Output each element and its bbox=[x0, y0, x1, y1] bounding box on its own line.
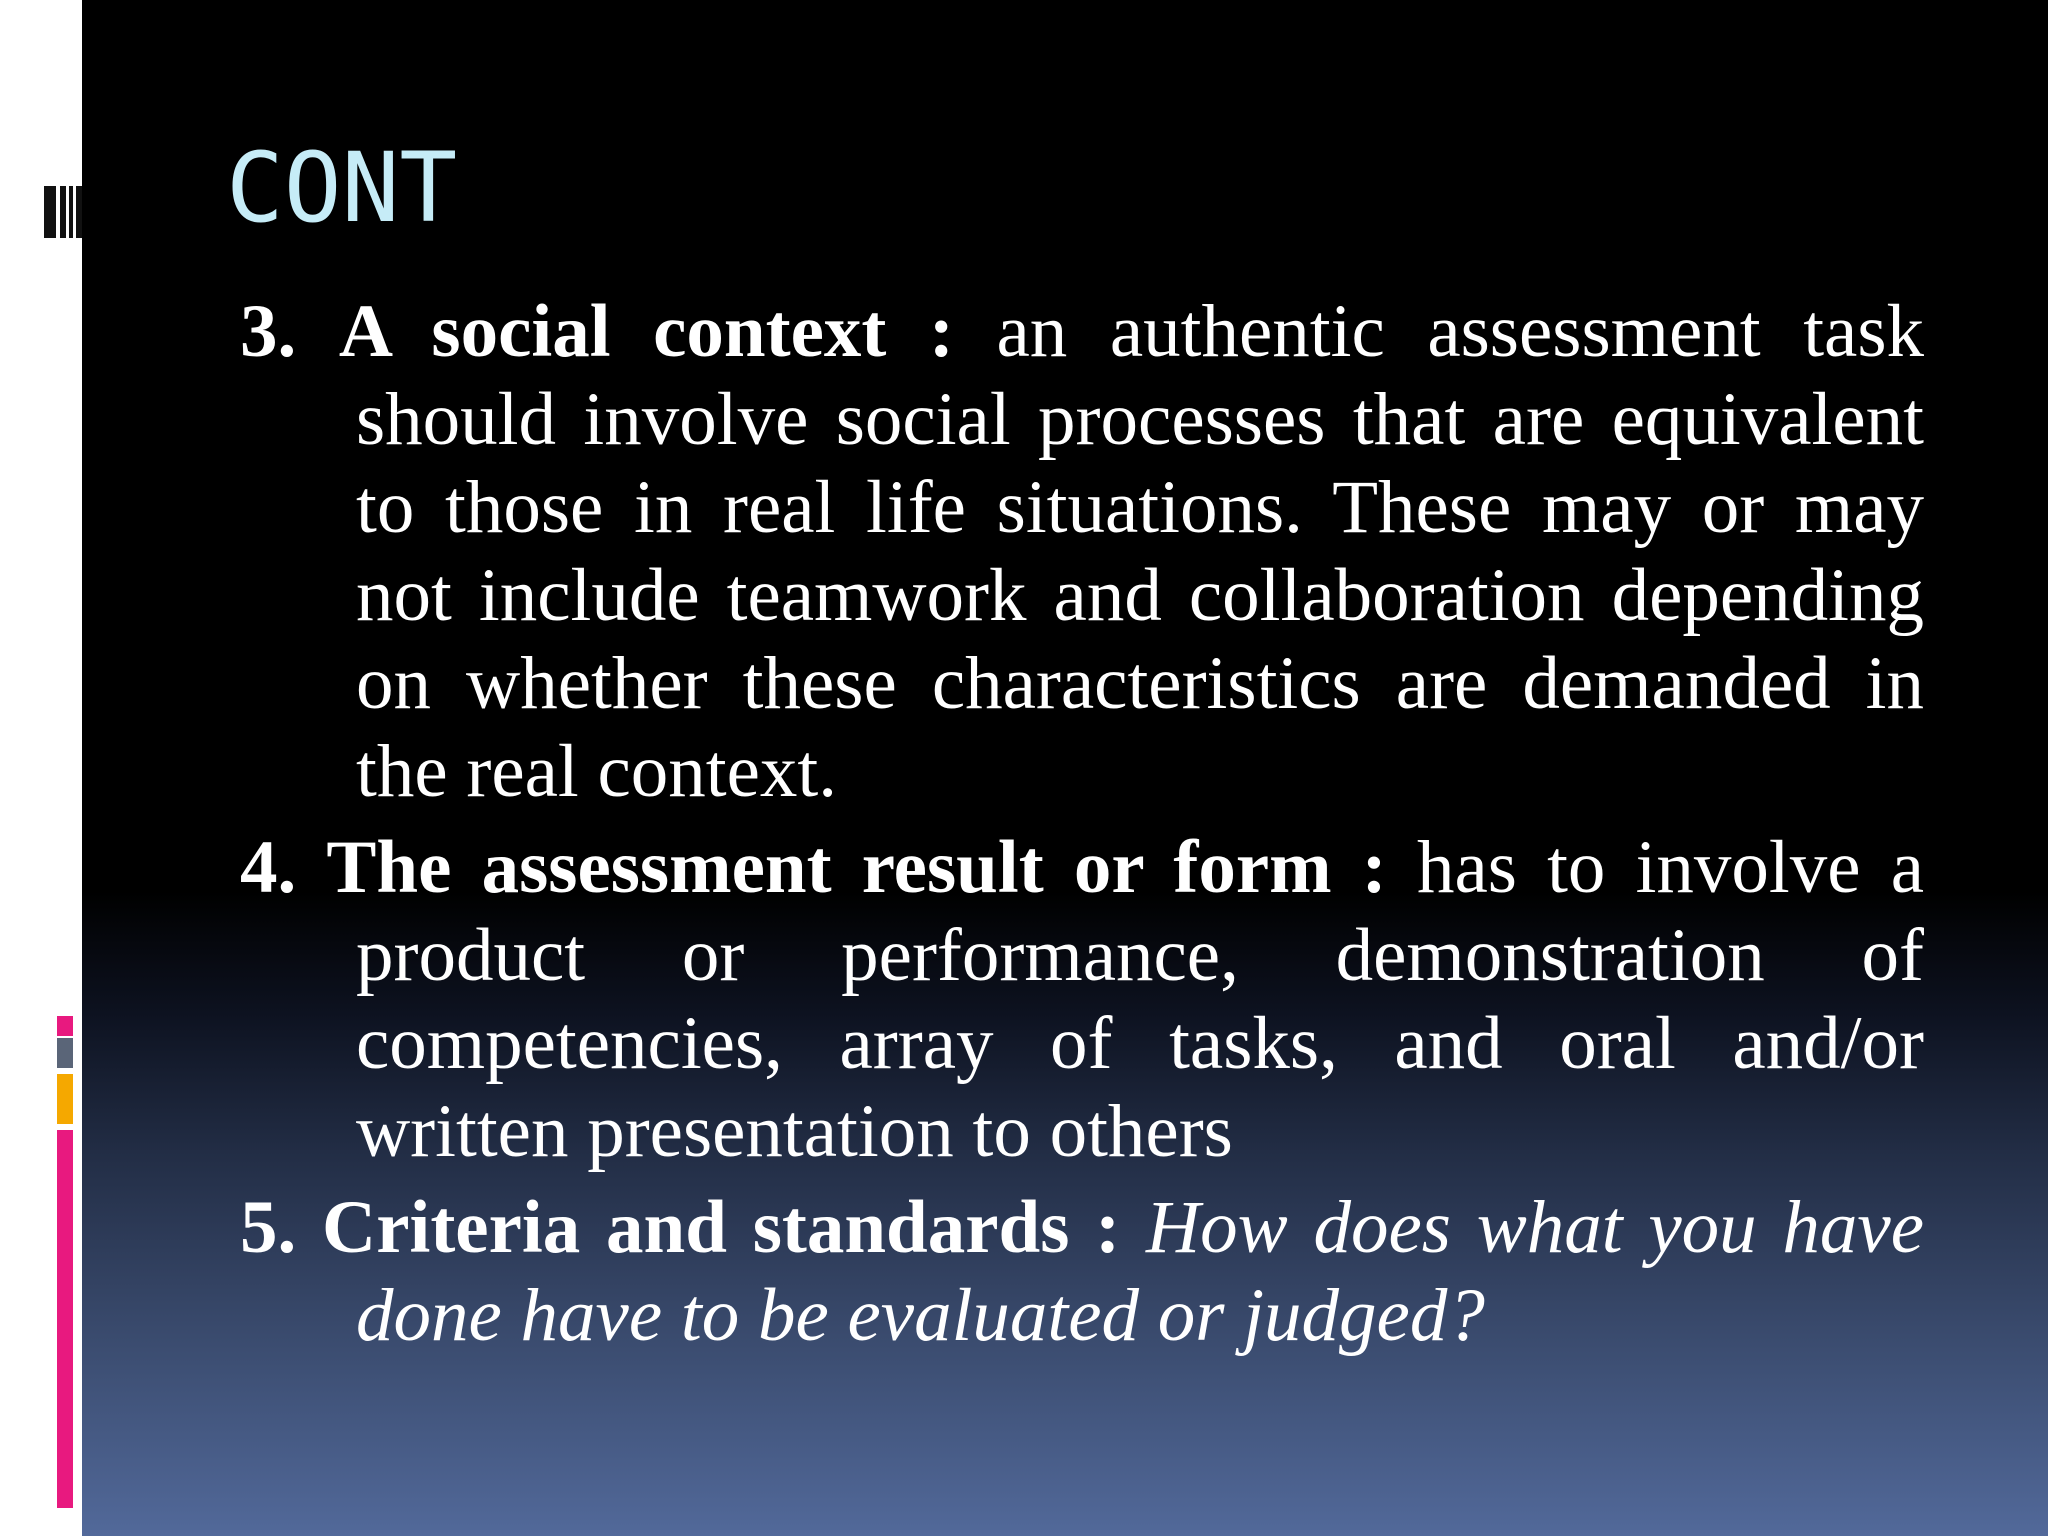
list-item-assessment-result bbox=[240, 824, 1924, 1176]
slide-body bbox=[240, 288, 1924, 1360]
item-heading: A social context : bbox=[338, 290, 954, 373]
list-item-criteria-standards bbox=[240, 1184, 1924, 1360]
accent-bar-pink-bottom bbox=[57, 1130, 73, 1508]
accent-bar-gray bbox=[57, 1038, 73, 1068]
item-text: has to involve a product or performance, demonstration of competencies, array of tasks, and oral and/or written presentation to others bbox=[356, 826, 1924, 1173]
item-number: 3. bbox=[240, 290, 297, 373]
item-number: 4. bbox=[240, 826, 297, 909]
item-heading: Criteria and standards : bbox=[322, 1186, 1121, 1269]
item-number: 5. bbox=[240, 1186, 297, 1269]
accent-bar-pink-top bbox=[57, 1016, 73, 1036]
item-text: How does what you have done have to be evaluated or judged? bbox=[356, 1186, 1925, 1357]
item-heading: The assessment result or form : bbox=[326, 826, 1387, 909]
item-text: an authentic assessment task should involve social processes that are equivalent to those in real life situations. These may or may not include teamwork and collaboration depending on whether these characteristics are demanded in the real context. bbox=[356, 290, 1925, 813]
accent-bar-orange bbox=[57, 1074, 73, 1124]
stripe-bars-decoration bbox=[44, 186, 82, 238]
left-decoration-strip bbox=[0, 0, 82, 1536]
slide-title: CONT bbox=[226, 132, 458, 244]
list-item-social-context bbox=[240, 288, 1924, 816]
